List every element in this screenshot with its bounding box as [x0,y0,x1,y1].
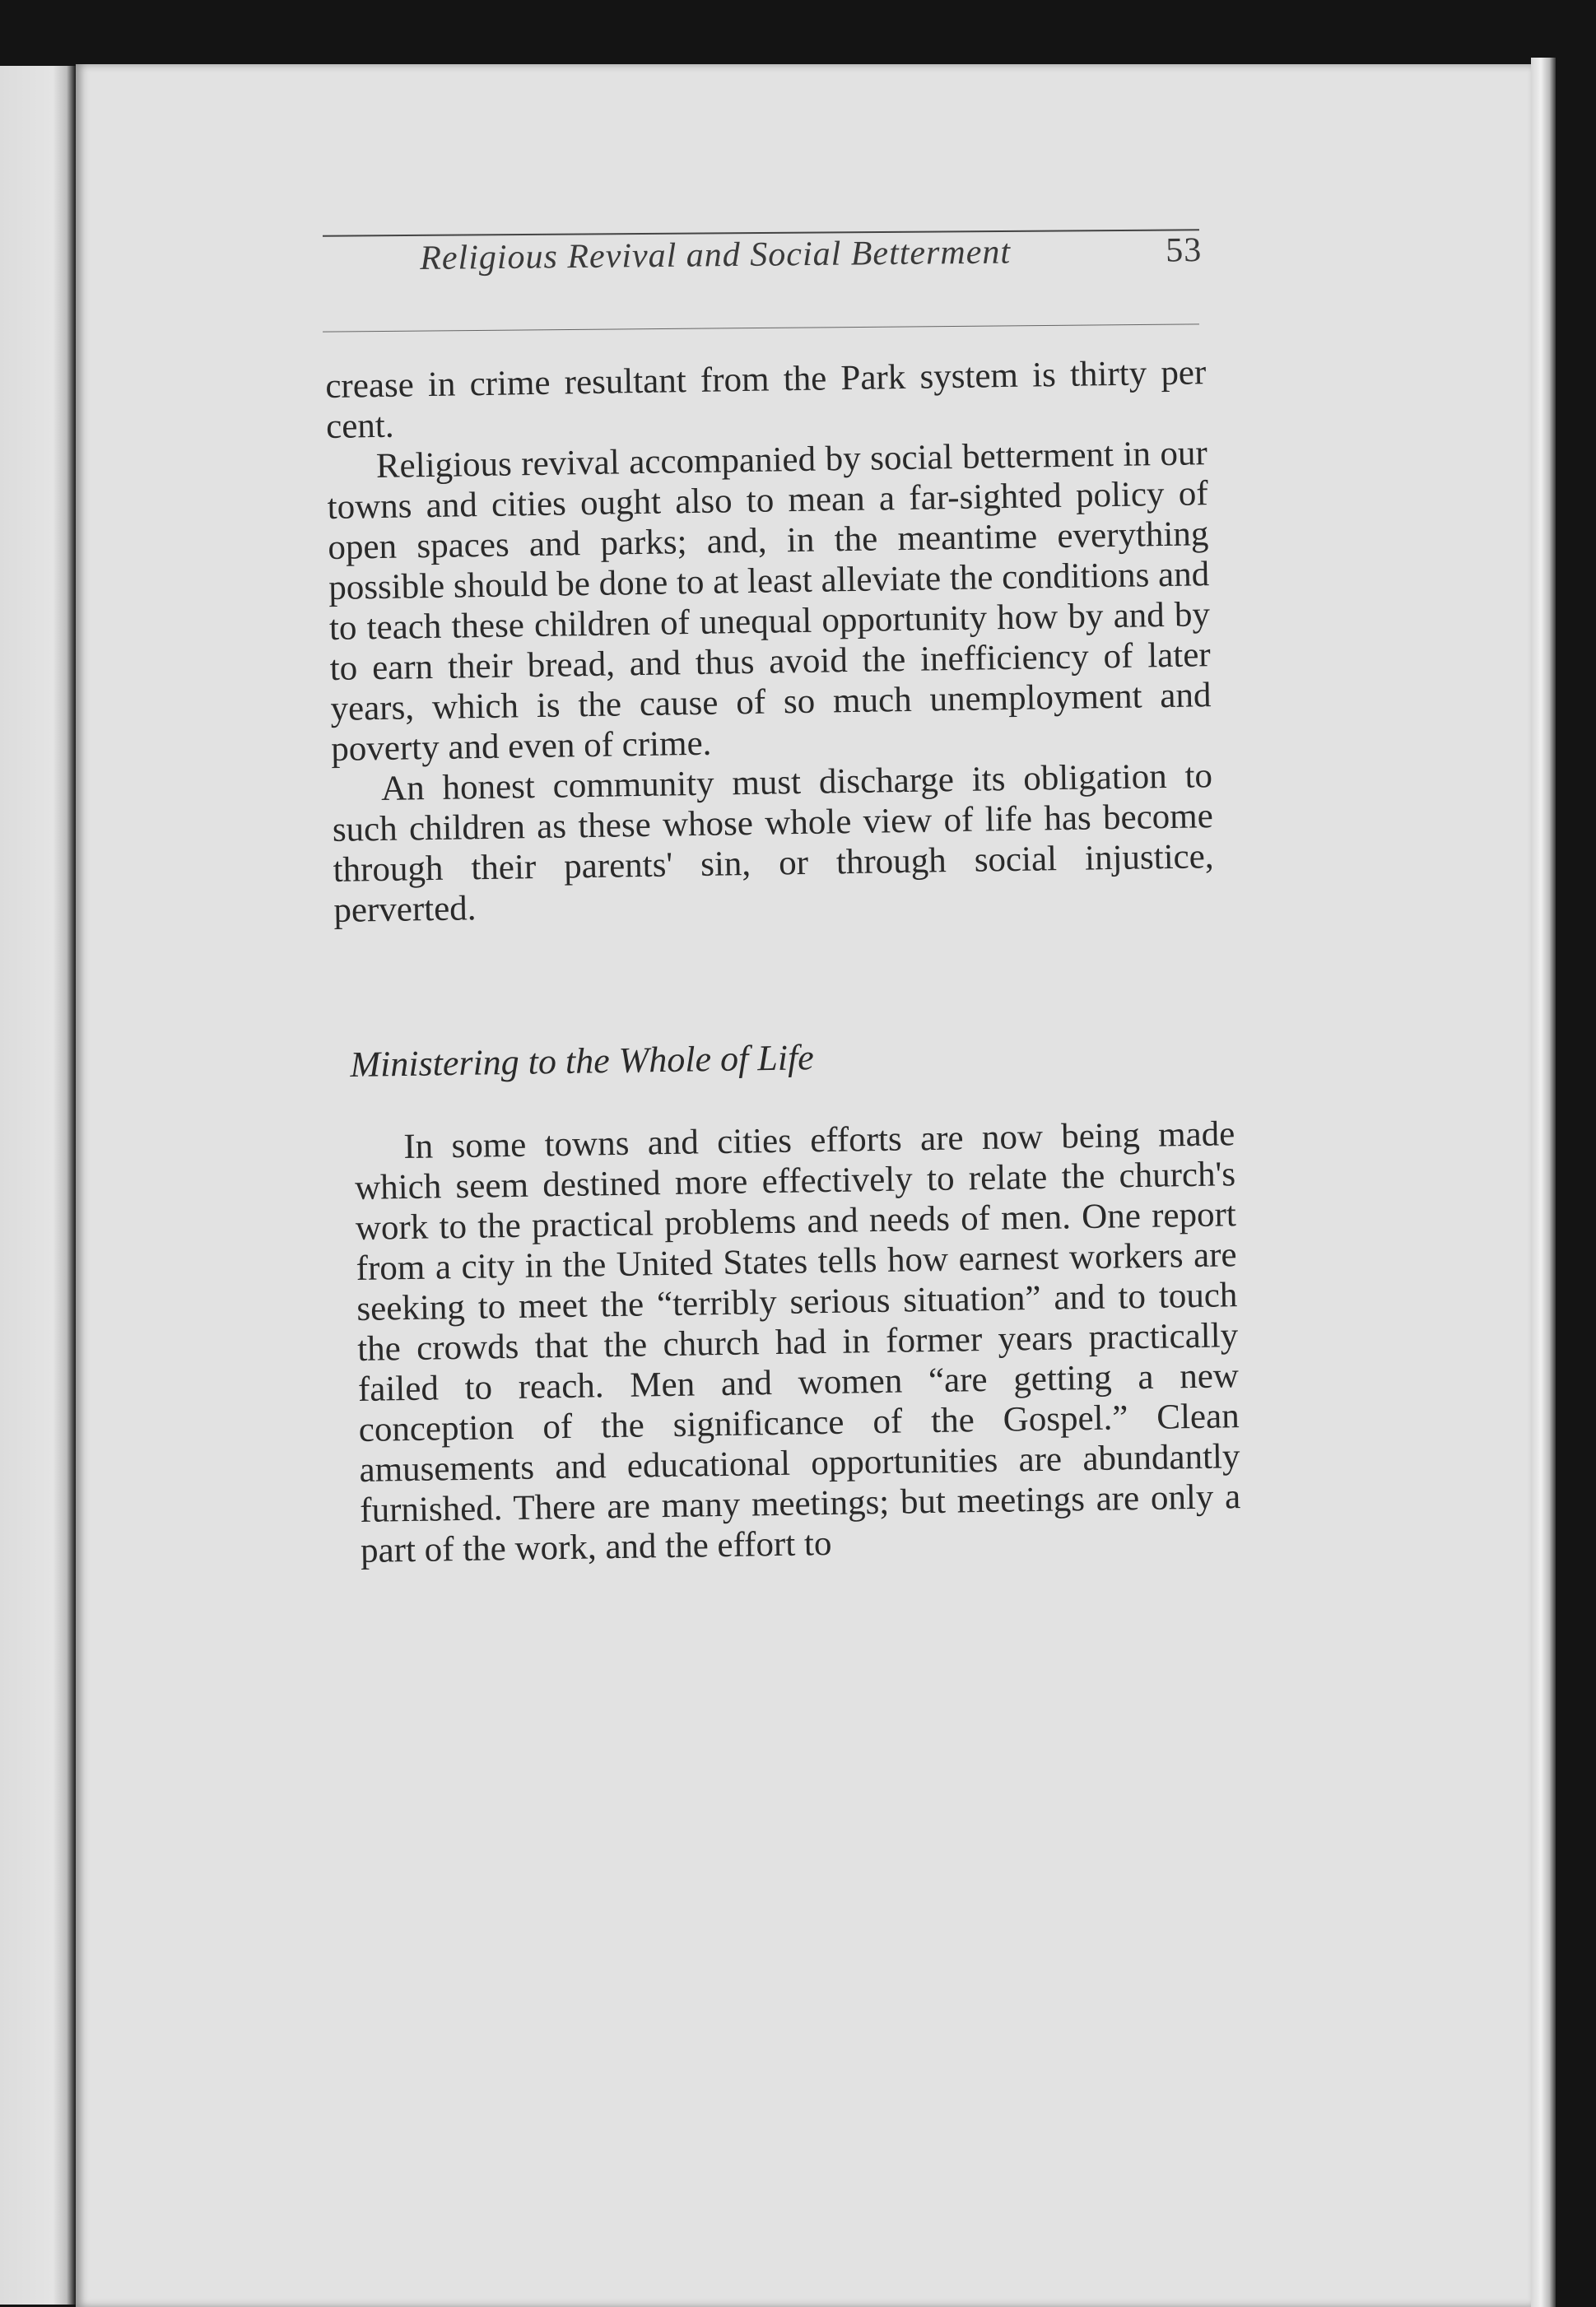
body-text-lower [354,1114,1241,1571]
facing-page-edge [0,66,76,2305]
running-head [420,230,1202,278]
page-right-edge [1531,58,1556,2307]
section-heading: Ministering to the Whole of Life [350,1037,815,1085]
paragraph-honest-community: An honest community must discharge its obligation to such children as these whose whole view of life has become through their parents' sin, or through social injustice, perverted. [332,756,1214,930]
running-head-title: Religious Revival and Social Betterment [420,233,1012,277]
page-number: 53 [1165,231,1203,270]
paragraph-continuation: crease in crime resultant from the Park system is thirty per cent. [325,353,1207,446]
paragraph-ministering: In some towns and cities efforts are now being made which seem destined more effectively to relate the church's work to the practical problems and needs of men. One report from a city in the United States tells how earnest workers are seeking to meet the “terribly serious situation” and to touch the crowds that the church had in former years practically failed to reach. Men and women “are getting a new conception of the significance of the Gospel.” Clean amusements and educational opportunities are abundantly furnished. There are many meetings; but meetings are only a part of the work, and the effort to [354,1114,1241,1570]
paragraph-religious-revival: Religious revival accompanied by social betterment in our towns and cities ought also to mean a far-sighted policy of open spaces and parks; and, in the meantime everything possible should be done to at least alleviate the conditions and to teach these children of unequal opportunity how by and by to earn their bread, and thus avoid the inefficiency of later years, which is the cause of so much unemployment and poverty and even of crime. [327,434,1212,769]
body-text-upper [325,352,1215,931]
